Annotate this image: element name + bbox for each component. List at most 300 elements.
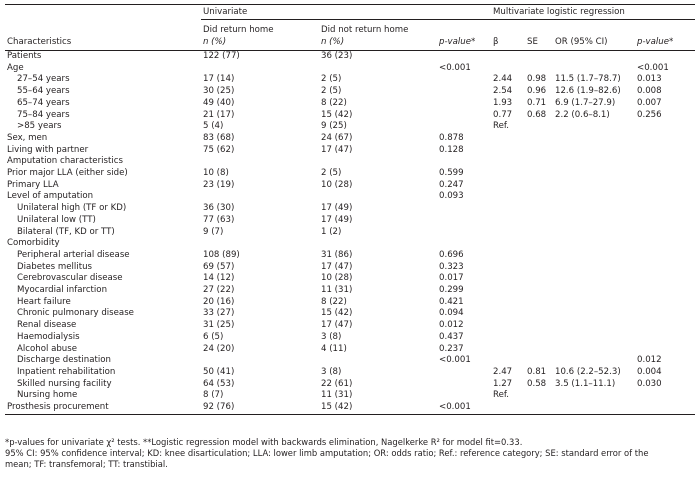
table-row: [5, 215, 695, 227]
multivariate-p-value: [635, 238, 695, 250]
returned-home-value: 36 (30): [203, 203, 235, 214]
se-value: 0.58: [527, 378, 547, 389]
multivariate-header: Multivariate logistic regression: [491, 5, 695, 20]
se-value: [525, 215, 553, 227]
univariate-p-value: 0.247: [439, 179, 464, 190]
row-label: Age: [7, 62, 24, 73]
table-row: [5, 180, 695, 192]
or-ci-value: [553, 285, 635, 297]
not-returned-value: 15 (42): [321, 308, 353, 319]
univariate-p-value: 0.437: [439, 331, 464, 342]
table-row: [5, 203, 695, 215]
univariate-p-value: <0.001: [439, 355, 471, 366]
beta-value: [491, 238, 525, 250]
returned-home-value: 64 (53): [203, 378, 235, 389]
beta-value: [491, 273, 525, 285]
multivariate-p-value: 0.012: [637, 355, 662, 366]
beta-value: [491, 227, 525, 239]
beta-value: [491, 145, 525, 157]
beta-value: [491, 320, 525, 332]
not-returned-value: 17 (47): [321, 261, 353, 272]
beta-value: Ref.: [493, 121, 510, 132]
did-return-n-header: n (%): [203, 37, 227, 47]
not-returned-value: 31 (86): [321, 249, 353, 260]
table-row: [5, 168, 695, 180]
table-row: [5, 110, 695, 122]
not-returned-value: 36 (23): [321, 51, 353, 61]
table-row: [5, 191, 695, 203]
multivariate-p-value: [635, 168, 695, 180]
beta-value: [491, 168, 525, 180]
not-returned-value: 2 (5): [321, 74, 342, 85]
or-ci-header: OR (95% CI): [553, 20, 635, 51]
returned-home-value: 27 (22): [203, 285, 235, 296]
univariate-p-value: [437, 390, 491, 402]
row-label: Living with partner: [7, 144, 89, 155]
se-header: SE: [525, 20, 553, 51]
not-returned-value: 15 (42): [321, 109, 353, 120]
univariate-p-value: 0.696: [439, 249, 464, 260]
table-row: [5, 297, 695, 309]
returned-home-value: 17 (14): [203, 74, 235, 85]
row-label: 27–54 years: [17, 74, 70, 85]
or-ci-value: [553, 250, 635, 262]
se-value: [525, 250, 553, 262]
footnote-line-2: 95% CI: 95% confidence interval; KD: knee disarticulation; LLA: lower limb amputation; OR: odds ratio; Ref.: reference category; SE: standard error of the: [5, 448, 649, 458]
se-value: [525, 227, 553, 239]
se-value: 0.68: [527, 109, 547, 120]
beta-value: [491, 63, 525, 75]
returned-home-value: 31 (25): [203, 320, 235, 331]
or-ci-value: [553, 227, 635, 239]
not-returned-value: 3 (8): [321, 366, 342, 377]
table-row: [5, 355, 695, 367]
or-ci-value: [553, 390, 635, 402]
not-returned-value: 17 (49): [321, 203, 353, 214]
beta-value: [491, 355, 525, 367]
returned-home-value: 8 (7): [203, 390, 224, 401]
univariate-p-value: [437, 74, 491, 86]
or-ci-value: 3.5 (1.1–11.1): [555, 378, 616, 389]
table-row: [5, 51, 695, 63]
footnote-line-3: mean; TF: transfemoral; TT: transtibial.: [5, 459, 168, 469]
se-value: [525, 402, 553, 414]
or-ci-value: [553, 273, 635, 285]
multivariate-p-header: p-value*: [635, 20, 695, 51]
row-label: Inpatient rehabilitation: [17, 366, 116, 377]
multivariate-p-value: [635, 180, 695, 192]
univariate-p-value: 0.237: [439, 343, 464, 354]
multivariate-p-value: [635, 262, 695, 274]
or-ci-value: [553, 168, 635, 180]
multivariate-p-value: 0.030: [637, 378, 662, 389]
multivariate-p-value: [635, 215, 695, 227]
beta-value: [491, 250, 525, 262]
returned-home-value: 108 (89): [203, 249, 240, 260]
beta-header: β: [491, 20, 525, 51]
univariate-p-header: p-value*: [437, 20, 491, 51]
results-table: [5, 4, 695, 415]
row-label: Alcohol abuse: [17, 343, 78, 354]
beta-value: [491, 262, 525, 274]
univariate-p-value: [437, 110, 491, 122]
or-ci-value: 11.5 (1.7–78.7): [555, 74, 621, 85]
univariate-p-value: 0.012: [439, 320, 464, 331]
se-value: [525, 133, 553, 145]
or-ci-value: [553, 238, 635, 250]
returned-home-value: [201, 156, 319, 168]
or-ci-value: [553, 332, 635, 344]
se-value: [525, 285, 553, 297]
univariate-p-value: [437, 98, 491, 110]
or-ci-value: [553, 133, 635, 145]
table-row: [5, 285, 695, 297]
se-value: [525, 332, 553, 344]
univariate-p-value: 0.299: [439, 285, 464, 296]
not-returned-value: 11 (31): [321, 285, 353, 296]
or-ci-value: [553, 355, 635, 367]
multivariate-p-value: [635, 250, 695, 262]
returned-home-value: 24 (20): [203, 343, 235, 354]
univariate-p-value: <0.001: [437, 402, 491, 414]
not-returned-value: 2 (5): [321, 168, 342, 179]
multivariate-p-value: [635, 156, 695, 168]
row-label: Amputation characteristics: [7, 156, 123, 167]
table-row: [5, 379, 695, 391]
or-ci-value: 12.6 (1.9–82.6): [555, 86, 621, 97]
row-label: Prosthesis procurement: [5, 402, 201, 414]
table-row: [5, 227, 695, 239]
table-row: [5, 63, 695, 75]
se-value: [525, 297, 553, 309]
or-ci-value: 2.2 (0.6–8.1): [555, 109, 610, 120]
or-ci-value: [553, 121, 635, 133]
table-row: [5, 74, 695, 86]
row-label: Cerebrovascular disease: [17, 273, 123, 284]
table-row: [5, 86, 695, 98]
multivariate-p-value: [635, 121, 695, 133]
se-value: [525, 355, 553, 367]
multivariate-p-value: 0.256: [637, 109, 662, 120]
multivariate-p-value: [635, 145, 695, 157]
not-returned-value: 4 (11): [321, 343, 347, 354]
or-ci-value: [553, 215, 635, 227]
table-row: [5, 390, 695, 402]
not-returned-value: 3 (8): [321, 331, 342, 342]
table-row: [5, 238, 695, 250]
multivariate-p-value: [635, 320, 695, 332]
se-value: [525, 203, 553, 215]
univariate-p-value: 0.128: [439, 144, 464, 155]
returned-home-value: 10 (8): [203, 168, 229, 179]
beta-value: [491, 203, 525, 215]
univariate-p-value: [437, 227, 491, 239]
not-returned-value: 15 (42): [319, 402, 437, 414]
se-value: 0.98: [527, 74, 547, 85]
not-returned-value: 10 (28): [321, 273, 353, 284]
not-returned-value: 1 (2): [321, 226, 342, 237]
not-returned-value: 17 (47): [321, 320, 353, 331]
table-row: [5, 320, 695, 332]
returned-home-value: 30 (25): [203, 86, 235, 97]
not-returned-value: 2 (5): [321, 86, 342, 97]
row-label: Prior major LLA (either side): [7, 168, 128, 179]
multivariate-p-value: [635, 308, 695, 320]
or-ci-value: [553, 203, 635, 215]
beta-value: [491, 215, 525, 227]
row-label: 75–84 years: [17, 109, 70, 120]
multivariate-p-value: 0.008: [637, 86, 662, 97]
row-label: Myocardial infarction: [17, 285, 108, 296]
beta-value: Ref.: [493, 390, 510, 401]
beta-value: 1.27: [493, 378, 513, 389]
returned-home-value: [201, 355, 319, 367]
row-label: Unilateral low (TT): [17, 214, 96, 225]
or-ci-value: [553, 191, 635, 203]
se-value: [525, 51, 553, 63]
se-value: [525, 191, 553, 203]
or-ci-value: [553, 51, 635, 63]
multivariate-p-value: [635, 402, 695, 414]
or-ci-value: [553, 156, 635, 168]
beta-value: [491, 191, 525, 203]
se-value: [525, 320, 553, 332]
univariate-p-value: 0.323: [439, 261, 464, 272]
se-value: [525, 156, 553, 168]
table-row: [5, 156, 695, 168]
row-label: Primary LLA: [7, 179, 59, 190]
row-label: Sex, men: [7, 132, 48, 143]
table-row: [5, 250, 695, 262]
returned-home-value: 92 (76): [201, 402, 319, 414]
table-row: [5, 145, 695, 157]
returned-home-value: 69 (57): [203, 261, 235, 272]
or-ci-value: [553, 63, 635, 75]
univariate-p-value: 0.599: [439, 168, 464, 179]
row-label: >85 years: [17, 121, 62, 132]
returned-home-value: [201, 63, 319, 75]
row-label: Level of amputation: [7, 191, 94, 202]
row-label: Diabetes mellitus: [17, 261, 92, 272]
univariate-p-value: [437, 379, 491, 391]
se-value: [525, 238, 553, 250]
se-value: 0.71: [527, 97, 547, 108]
beta-value: 1.93: [493, 97, 513, 108]
multivariate-p-value: [635, 191, 695, 203]
table-row: [5, 367, 695, 379]
did-not-return-n-header: n (%): [321, 37, 345, 47]
not-returned-value: 10 (28): [321, 179, 353, 190]
beta-value: [491, 133, 525, 145]
results-table-container: [5, 4, 695, 415]
did-not-return-header: Did not return home: [321, 25, 409, 35]
returned-home-value: 75 (62): [203, 144, 235, 155]
univariate-p-value: [437, 156, 491, 168]
not-returned-value: 17 (49): [321, 214, 353, 225]
se-value: [525, 262, 553, 274]
row-label: Comorbidity: [7, 238, 60, 249]
beta-value: [491, 156, 525, 168]
not-returned-value: 22 (61): [321, 378, 353, 389]
univariate-p-value: 0.093: [439, 191, 464, 202]
se-value: [525, 273, 553, 285]
not-returned-value: 8 (22): [321, 97, 347, 108]
returned-home-value: 77 (63): [203, 214, 235, 225]
returned-home-value: 83 (68): [203, 132, 235, 143]
se-value: [525, 168, 553, 180]
returned-home-value: 5 (4): [203, 121, 224, 132]
se-value: [525, 180, 553, 192]
or-ci-value: [553, 320, 635, 332]
beta-value: [491, 297, 525, 309]
not-returned-value: 24 (67): [321, 132, 353, 143]
returned-home-value: 33 (27): [203, 308, 235, 319]
se-value: [525, 63, 553, 75]
beta-value: 2.44: [493, 74, 513, 85]
not-returned-value: 11 (31): [321, 390, 353, 401]
or-ci-value: 6.9 (1.7–27.9): [555, 97, 616, 108]
returned-home-value: 14 (12): [203, 273, 235, 284]
or-ci-value: [553, 180, 635, 192]
multivariate-p-value: [635, 133, 695, 145]
multivariate-p-value: [635, 390, 695, 402]
univariate-p-value: <0.001: [439, 62, 471, 73]
univariate-p-value: [437, 367, 491, 379]
multivariate-p-value: [635, 332, 695, 344]
beta-value: [491, 402, 525, 414]
univariate-p-value: [437, 215, 491, 227]
table-body: [5, 51, 695, 415]
se-value: 0.81: [527, 366, 547, 377]
returned-home-value: 50 (41): [203, 366, 235, 377]
row-label: 65–74 years: [17, 97, 70, 108]
row-label: Heart failure: [17, 296, 71, 307]
multivariate-p-value: 0.013: [637, 74, 662, 85]
not-returned-value: [319, 191, 437, 203]
multivariate-p-value: [635, 344, 695, 356]
univariate-p-value: 0.094: [439, 308, 464, 319]
multivariate-p-value: [635, 297, 695, 309]
row-label: Unilateral high (TF or KD): [17, 203, 127, 214]
multivariate-p-value: 0.007: [637, 97, 662, 108]
se-value: [525, 121, 553, 133]
beta-value: 2.54: [493, 86, 513, 97]
row-label: Peripheral arterial disease: [17, 249, 130, 260]
table-row: [5, 308, 695, 320]
multivariate-p-value: [635, 203, 695, 215]
row-label: Chronic pulmonary disease: [17, 308, 134, 319]
multivariate-p-value: 0.004: [637, 366, 662, 377]
beta-value: [491, 332, 525, 344]
or-ci-value: [553, 402, 635, 414]
row-label: 55–64 years: [17, 86, 70, 97]
table-row: [5, 273, 695, 285]
or-ci-value: [553, 344, 635, 356]
returned-home-value: 20 (16): [203, 296, 235, 307]
not-returned-value: [319, 355, 437, 367]
univariate-p-value: 0.878: [439, 132, 464, 143]
multivariate-p-value: [635, 227, 695, 239]
beta-value: [491, 51, 525, 63]
not-returned-value: 17 (47): [321, 144, 353, 155]
beta-value: [491, 344, 525, 356]
returned-home-value: 23 (19): [203, 179, 235, 190]
group-header-row: [5, 5, 695, 20]
column-header-row: [5, 20, 695, 51]
returned-home-value: [201, 191, 319, 203]
or-ci-value: 10.6 (2.2–52.3): [555, 366, 621, 377]
multivariate-p-value: <0.001: [637, 62, 669, 73]
not-returned-value: [319, 63, 437, 75]
table-row: [5, 344, 695, 356]
univariate-p-value: [437, 121, 491, 133]
row-label: Haemodialysis: [17, 331, 80, 342]
beta-value: 0.77: [493, 109, 513, 120]
multivariate-p-value: [635, 285, 695, 297]
table-row: [5, 121, 695, 133]
univariate-p-value: [437, 51, 491, 63]
beta-value: [491, 308, 525, 320]
returned-home-value: 122 (77): [203, 51, 240, 61]
row-label: Skilled nursing facility: [17, 378, 112, 389]
se-value: [525, 308, 553, 320]
or-ci-value: [553, 145, 635, 157]
se-value: [525, 145, 553, 157]
se-value: 0.96: [527, 86, 547, 97]
returned-home-value: 9 (7): [203, 226, 224, 237]
not-returned-value: 9 (25): [321, 121, 347, 132]
or-ci-value: [553, 308, 635, 320]
univariate-p-value: [437, 86, 491, 98]
multivariate-p-value: [635, 51, 695, 63]
univariate-p-value: [437, 203, 491, 215]
or-ci-value: [553, 262, 635, 274]
table-row: [5, 133, 695, 145]
multivariate-p-value: [635, 273, 695, 285]
univariate-header: Univariate: [201, 5, 491, 20]
beta-value: [491, 180, 525, 192]
returned-home-value: [201, 238, 319, 250]
table-row: [5, 262, 695, 274]
row-label: Bilateral (TF, KD or TT): [17, 226, 115, 237]
univariate-p-value: 0.421: [439, 296, 464, 307]
row-label: Renal disease: [17, 320, 77, 331]
se-value: [525, 390, 553, 402]
row-label: Nursing home: [17, 390, 78, 401]
not-returned-value: [319, 238, 437, 250]
beta-value: [491, 285, 525, 297]
univariate-p-value: [437, 238, 491, 250]
table-footnotes: [5, 437, 695, 470]
univariate-p-value: 0.017: [439, 273, 464, 284]
se-value: [525, 344, 553, 356]
footnote-line-1: *p-values for univariate χ² tests. **Logistic regression model with backwards elimination, Nagelkerke R² for model fit=0.33.: [5, 437, 523, 447]
not-returned-value: [319, 156, 437, 168]
table-row: [5, 98, 695, 110]
or-ci-value: [553, 297, 635, 309]
did-return-header: Did return home: [203, 25, 274, 35]
not-returned-value: 8 (22): [321, 296, 347, 307]
table-row: [5, 332, 695, 344]
beta-value: 2.47: [493, 366, 513, 377]
returned-home-value: 21 (17): [203, 109, 235, 120]
characteristics-header: Characteristics: [5, 20, 201, 51]
row-label: Patients: [7, 51, 42, 61]
table-row: [5, 402, 695, 414]
returned-home-value: 6 (5): [203, 331, 224, 342]
returned-home-value: 49 (40): [203, 97, 235, 108]
row-label: Discharge destination: [17, 355, 111, 366]
